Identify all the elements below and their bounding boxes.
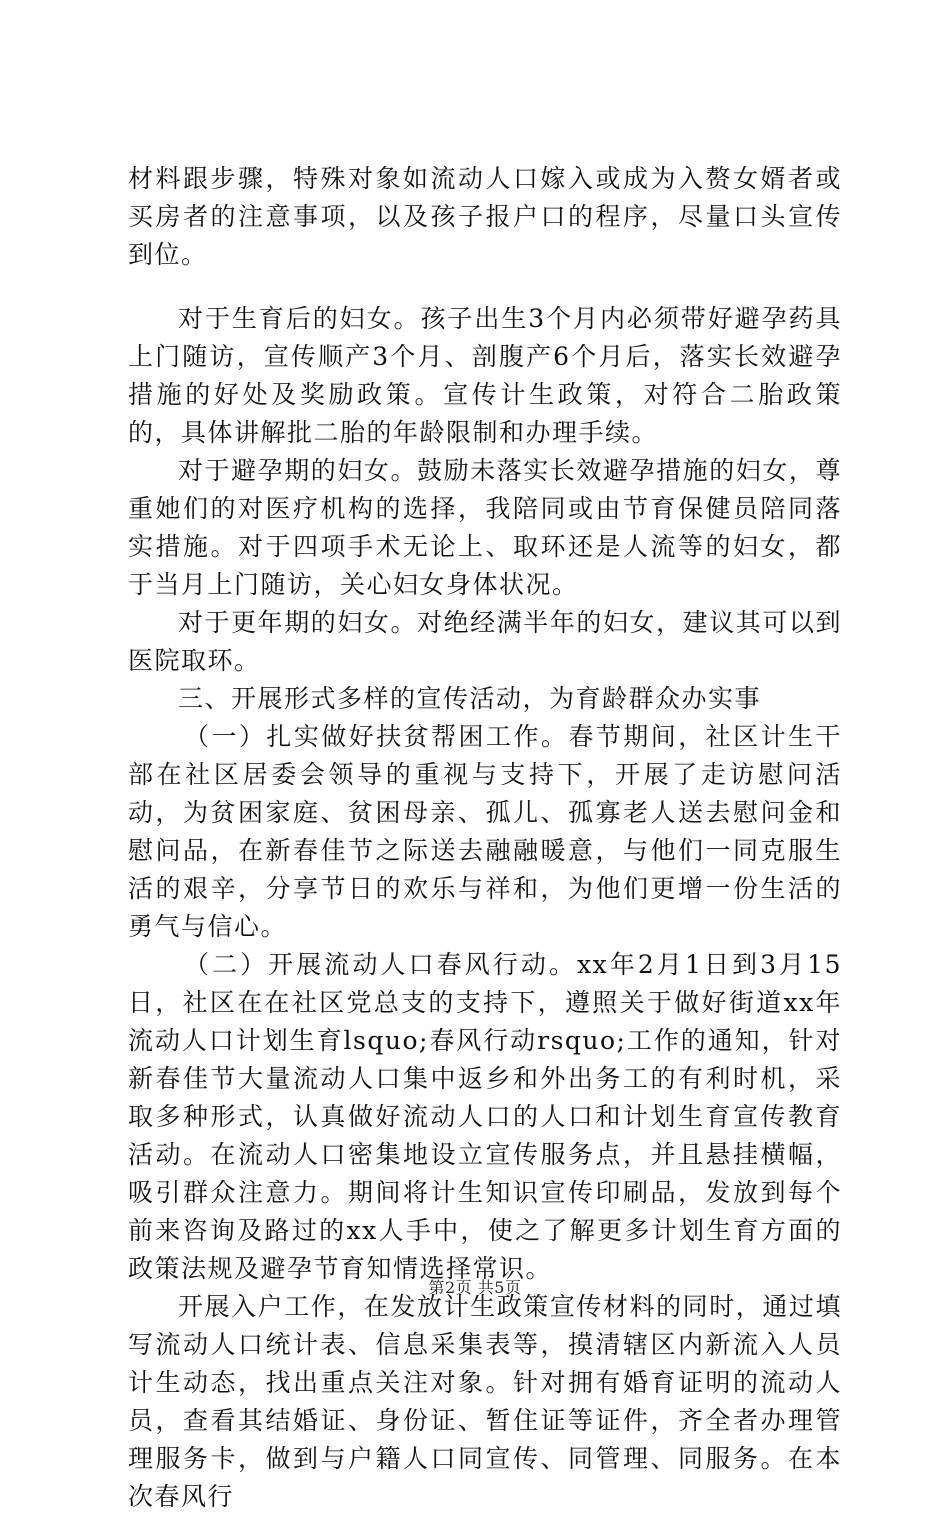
paragraph-spring-breeze: （二）开展流动人口春风行动。xx年2月1日到3月15日，社区在在社区党总支的支持下，遵照关于做好街道xx年流动人口计划生育lsquo;春风行动rsquo;工作的通知，针对新春佳节大量流动人口集中返乡和外出务工的有利时机，采取多种形式，认真做好流动人口的人口和计划生育宣传教育活动。在流动人口密集地设立宣传服务点，并且悬挂横幅，吸引群众注意力。期间将计生知识宣传印刷品，发放到每个前来咨询及路过的xx人手中，使之了解更多计划生育方面的政策法规及避孕节育知情选择常识。 [128, 950, 842, 1283]
paragraph-household-visits: 开展入户工作，在发放计生政策宣传材料的同时，通过填写流动人口统计表、信息采集表等，摸清辖区内新流入人员计生动态，找出重点关注对象。针对拥有婚育证明的流动人员，查看其结婚证、身份证、暂住证等证件，齐全者办理管理服务卡，做到与户籍人口同宣传、同管理、同服务。在本次春风行 [128, 1292, 842, 1511]
page-footer: 第2页 共5页 [428, 1278, 522, 1297]
body-text [128, 160, 842, 1516]
paragraph-postpartum: 对于生育后的妇女。孩子出生3个月内必须带好避孕药具上门随访，宣传顺产3个月、剖腹产6个月后，落实长效避孕措施的好处及奖励政策。宣传计生政策，对符合二胎政策的，具体讲解批二胎的年龄限制和办理手续。 [128, 304, 842, 447]
paragraph-menopause: 对于更年期的妇女。对绝经满半年的妇女，建议其可以到医院取环。 [128, 608, 842, 675]
section-heading-three: 三、开展形式多样的宣传活动，为育龄群众办实事 [178, 684, 762, 713]
paragraph-continuation: 材料跟步骤，特殊对象如流动人口嫁入或成为入赘女婿者或买房者的注意事项，以及孩子报户口的程序，尽量口头宣传到位。 [128, 164, 842, 269]
paragraph-poverty-relief: （一）扎实做好扶贫帮困工作。春节期间，社区计生干部在社区居委会领导的重视与支持下，开展了走访慰问活动，为贫困家庭、贫困母亲、孤儿、孤寡老人送去慰问金和慰问品，在新春佳节之际送去融融暖意，与他们一同克服生活的艰辛，分享节日的欢乐与祥和，为他们更增一份生活的勇气与信心。 [128, 722, 842, 941]
paragraph-gap [128, 274, 842, 300]
paragraph-contraception: 对于避孕期的妇女。鼓励未落实长效避孕措施的妇女，尊重她们的对医疗机构的选择，我陪同或由节育保健员陪同落实措施。对于四项手术无论上、取环还是人流等的妇女，都于当月上门随访，关心妇女身体状况。 [128, 456, 842, 599]
